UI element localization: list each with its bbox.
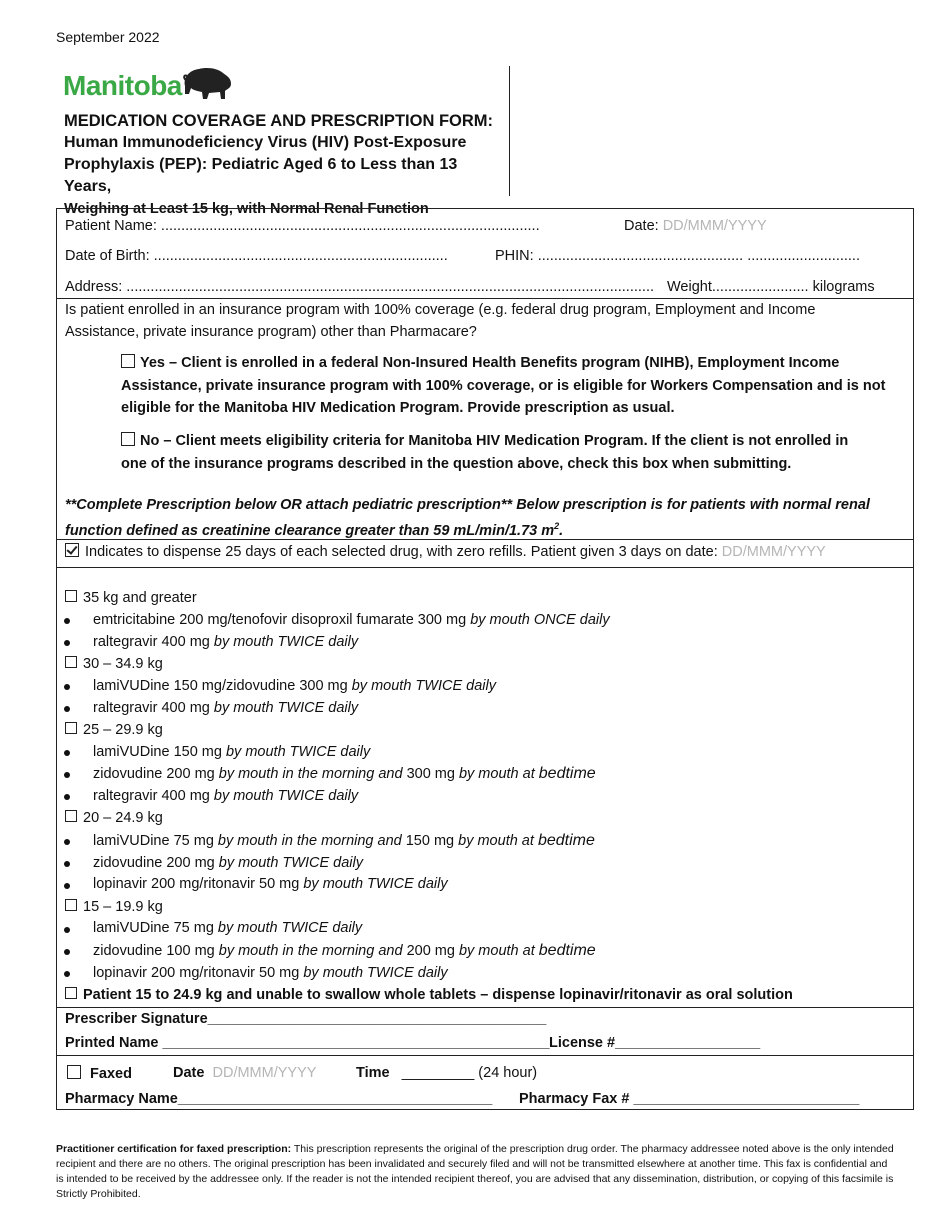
- drug-line: [93, 876, 448, 892]
- drug-name: lamiVUDine 75 mg: [93, 833, 218, 849]
- drug-directions: bedtime: [537, 832, 595, 849]
- form-title: [64, 110, 504, 220]
- drug-name: raltegravir 400 mg: [93, 634, 214, 650]
- fax-date-field[interactable]: DD/MMM/YYYY: [212, 1065, 317, 1081]
- drug-dose: 150 mg: [405, 833, 459, 849]
- drug-directions: by mouth TWICE daily: [351, 678, 496, 694]
- bullet-icon: [64, 772, 70, 778]
- fax-time-unit: (24 hour): [478, 1065, 538, 1081]
- drug-directions: by mouth in the morning and: [218, 943, 407, 959]
- weight-field[interactable]: ........................: [711, 279, 809, 295]
- oral-solution-row: [65, 987, 793, 1003]
- fax-date-row: [173, 1065, 316, 1081]
- bison-icon: [179, 64, 235, 102]
- drug-name: lamiVUDine 75 mg: [93, 920, 218, 936]
- note-line-1: **Complete Prescription below OR attach pediatric prescription** Below prescription is for patients with normal renal: [65, 497, 870, 513]
- bullet-icon: [64, 706, 70, 712]
- drug-line: [93, 634, 358, 650]
- oral-solution-label: Patient 15 to 24.9 kg and unable to swallow whole tablets – dispense lopinavir/ritonavir as oral solution: [83, 987, 793, 1003]
- faxed-checkbox[interactable]: [67, 1065, 81, 1079]
- divider-regimens: [56, 1007, 914, 1008]
- drug-directions: by mouth at: [458, 766, 539, 782]
- note-line-2: function defined as creatinine clearance greater than 59 mL/min/1.73 m: [65, 522, 555, 539]
- drug-line: [93, 942, 596, 960]
- header-divider: [509, 66, 510, 196]
- drug-directions: by mouth TWICE daily: [303, 876, 448, 892]
- manitoba-logo: [63, 64, 263, 104]
- divider-dispense: [56, 567, 914, 568]
- drug-name: zidovudine 200 mg: [93, 766, 219, 782]
- insurance-question-line-2: Assistance, private insurance program) other than Pharmacare?: [65, 324, 477, 340]
- phin-row: [495, 248, 860, 264]
- phin-label: PHIN:: [495, 248, 534, 264]
- drug-name: raltegravir 400 mg: [93, 788, 214, 804]
- regimen-30kg-label: 30 – 34.9 kg: [83, 656, 163, 672]
- drug-line: [93, 855, 363, 871]
- drug-name: lopinavir 200 mg/ritonavir 50 mg: [93, 965, 304, 981]
- drug-directions: by mouth TWICE daily: [225, 744, 371, 760]
- weight-label: Weight: [667, 279, 712, 295]
- date-label: Date:: [624, 218, 659, 234]
- regimen-25kg-label: 25 – 29.9 kg: [83, 722, 163, 738]
- dob-field[interactable]: .........................................................................: [153, 248, 448, 264]
- drug-directions: by mouth TWICE daily: [218, 855, 363, 871]
- dob-row: [65, 248, 448, 264]
- drug-directions: by mouth TWICE daily: [213, 788, 359, 804]
- drug-name: lamiVUDine 150 mg/zidovudine 300 mg: [93, 678, 352, 694]
- drug-line: [93, 678, 496, 694]
- weight-unit: kilograms: [812, 279, 875, 295]
- drug-line: [93, 700, 358, 716]
- regimen-20kg-label: 20 – 24.9 kg: [83, 810, 163, 826]
- address-row: [65, 279, 654, 295]
- bullet-icon: [64, 949, 70, 955]
- dispense-date-field[interactable]: DD/MMM/YYYY: [721, 544, 826, 560]
- drug-directions: by mouth in the morning and: [218, 766, 407, 782]
- regimen-15kg-label: 15 – 19.9 kg: [83, 899, 163, 915]
- bullet-icon: [64, 883, 70, 889]
- regimen-20kg: [65, 810, 163, 826]
- pharmacy-name-field[interactable]: Pharmacy Name_______________________________________: [65, 1091, 493, 1107]
- insurance-question-line-1: Is patient enrolled in an insurance program with 100% coverage (e.g. federal drug program, Employment and Income: [65, 302, 816, 318]
- drug-directions: by mouth at: [458, 943, 539, 959]
- yes-option: [121, 352, 911, 419]
- drug-directions: by mouth TWICE daily: [213, 700, 359, 716]
- drug-directions: bedtime: [538, 942, 596, 959]
- drug-directions: by mouth TWICE daily: [213, 634, 359, 650]
- regimen-30kg: [65, 656, 163, 672]
- regimen-15kg: [65, 899, 163, 915]
- license-field[interactable]: License #__________________: [549, 1035, 761, 1051]
- drug-directions: by mouth TWICE daily: [217, 920, 363, 936]
- drug-dose: 300 mg: [406, 766, 459, 782]
- yes-line-2: Assistance, private insurance program with 100% coverage, or is eligible for Workers Compensation and is not: [121, 378, 886, 394]
- drug-line: [93, 920, 362, 936]
- drug-directions: by mouth ONCE daily: [470, 612, 610, 628]
- drug-directions: by mouth TWICE daily: [303, 965, 448, 981]
- certification-footer: [56, 1142, 896, 1202]
- oral-solution-checkbox[interactable]: [65, 987, 77, 999]
- regimen-25kg: [65, 722, 163, 738]
- no-line-2: one of the insurance programs described in the question above, check this box when submitting.: [121, 456, 792, 472]
- date-row: [624, 218, 767, 234]
- patient-name-label: Patient Name:: [65, 218, 157, 234]
- drug-line: [93, 744, 370, 760]
- dob-label: Date of Birth:: [65, 248, 150, 264]
- prescription-note: [65, 495, 910, 542]
- no-checkbox[interactable]: [121, 432, 135, 446]
- bullet-icon: [64, 971, 70, 977]
- phin-field[interactable]: ................................................... ............................: [537, 248, 860, 264]
- fax-date-label: Date: [173, 1065, 205, 1081]
- drug-line: [93, 965, 448, 981]
- drug-dose: 200 mg: [406, 943, 459, 959]
- regimen-15kg-checkbox[interactable]: [65, 899, 77, 911]
- note-superscript: 2: [554, 521, 560, 531]
- yes-line-3: eligible for the Manitoba HIV Medication Program. Provide prescription as usual.: [121, 400, 675, 416]
- title-line-1: MEDICATION COVERAGE AND PRESCRIPTION FORM:: [64, 112, 494, 130]
- bullet-icon: [64, 750, 70, 756]
- patient-name-field[interactable]: ..............................................................................................: [160, 218, 540, 234]
- dispense-checkbox[interactable]: [65, 543, 79, 557]
- form-date: September 2022: [56, 29, 160, 45]
- pharmacy-fax-field[interactable]: Pharmacy Fax # ____________________________: [519, 1091, 860, 1107]
- no-option: [121, 430, 911, 476]
- patient-name-row: [65, 218, 540, 234]
- title-line-3: Prophylaxis (PEP): Pediatric Aged 6 to Less than 13 Years,: [64, 156, 458, 195]
- drug-name: zidovudine 100 mg: [93, 943, 219, 959]
- fax-time-label: Time: [356, 1065, 390, 1081]
- regimen-35kg-label: 35 kg and greater: [83, 590, 197, 606]
- note-end: .: [559, 522, 564, 539]
- prescriber-signature[interactable]: Prescriber Signature__________________________________________: [65, 1011, 547, 1027]
- faxed-row: [67, 1065, 132, 1082]
- drug-directions: bedtime: [538, 765, 596, 782]
- drug-name: lamiVUDine 150 mg: [93, 744, 226, 760]
- drug-name: emtricitabine 200 mg/tenofovir disoproxil fumarate 300 mg: [93, 612, 471, 628]
- fax-time-row: [356, 1065, 537, 1081]
- dispense-row: [65, 543, 826, 560]
- faxed-label: Faxed: [90, 1066, 132, 1082]
- regimen-20kg-checkbox[interactable]: [65, 810, 77, 822]
- divider-prescriber: [56, 1055, 914, 1056]
- address-field[interactable]: ...................................................................................................................................: [126, 279, 655, 295]
- footer-text: This prescription represents the original of the prescription drug order. The pharmacy addressee noted above is the only intended recipient and there are no others. The original prescription has been invalidated and securely filed and will not be transmitted elsewhere at another time. This fax is confidential and is intended to be received by the addressee only. If the reader is not the intended recipient thereof, you are advised that any dissemination, distribution, or copying of this facsimile is Strictly Prohibited.: [56, 1143, 894, 1200]
- printed-name[interactable]: Printed Name ________________________________________________: [65, 1035, 550, 1051]
- dispense-text: Indicates to dispense 25 days of each selected drug, with zero refills. Patient given 3 days on date:: [85, 544, 718, 560]
- title-line-4: Weighing at Least 15 kg, with Normal Renal Function: [64, 201, 429, 217]
- title-line-2: Human Immunodeficiency Virus (HIV) Post-Exposure: [64, 134, 467, 151]
- drug-directions: by mouth in the morning and: [217, 833, 406, 849]
- bullet-icon: [64, 927, 70, 933]
- regimen-25kg-checkbox[interactable]: [65, 722, 77, 734]
- bullet-icon: [64, 861, 70, 867]
- drug-line: [93, 832, 595, 850]
- regimen-30kg-checkbox[interactable]: [65, 656, 77, 668]
- bullet-icon: [64, 618, 70, 624]
- regimen-35kg-checkbox[interactable]: [65, 590, 77, 602]
- date-field[interactable]: DD/MMM/YYYY: [662, 218, 767, 234]
- regimen-35kg: [65, 590, 197, 606]
- bullet-icon: [64, 794, 70, 800]
- drug-name: raltegravir 400 mg: [93, 700, 214, 716]
- weight-row: [667, 279, 875, 295]
- logo-text: Manitoba: [63, 70, 182, 101]
- footer-bold: Practitioner certification for faxed prescription:: [56, 1143, 292, 1155]
- yes-checkbox[interactable]: [121, 354, 135, 368]
- insurance-question: [65, 299, 905, 343]
- bullet-icon: [64, 640, 70, 646]
- yes-line-1: Yes – Client is enrolled in a federal Non-Insured Health Benefits program (NIHB), Employment Income: [140, 355, 840, 371]
- drug-line: [93, 788, 358, 804]
- drug-line: [93, 765, 596, 783]
- bullet-icon: [64, 839, 70, 845]
- drug-line: [93, 612, 610, 628]
- drug-directions: by mouth at: [458, 833, 538, 849]
- bullet-icon: [64, 684, 70, 690]
- divider-note: [56, 539, 914, 540]
- no-line-1: No – Client meets eligibility criteria for Manitoba HIV Medication Program. If the client is not enrolled in: [140, 433, 849, 449]
- address-label: Address:: [65, 279, 123, 295]
- drug-name: lopinavir 200 mg/ritonavir 50 mg: [93, 876, 304, 892]
- drug-name: zidovudine 200 mg: [93, 855, 219, 871]
- fax-time-field[interactable]: _________: [401, 1065, 475, 1081]
